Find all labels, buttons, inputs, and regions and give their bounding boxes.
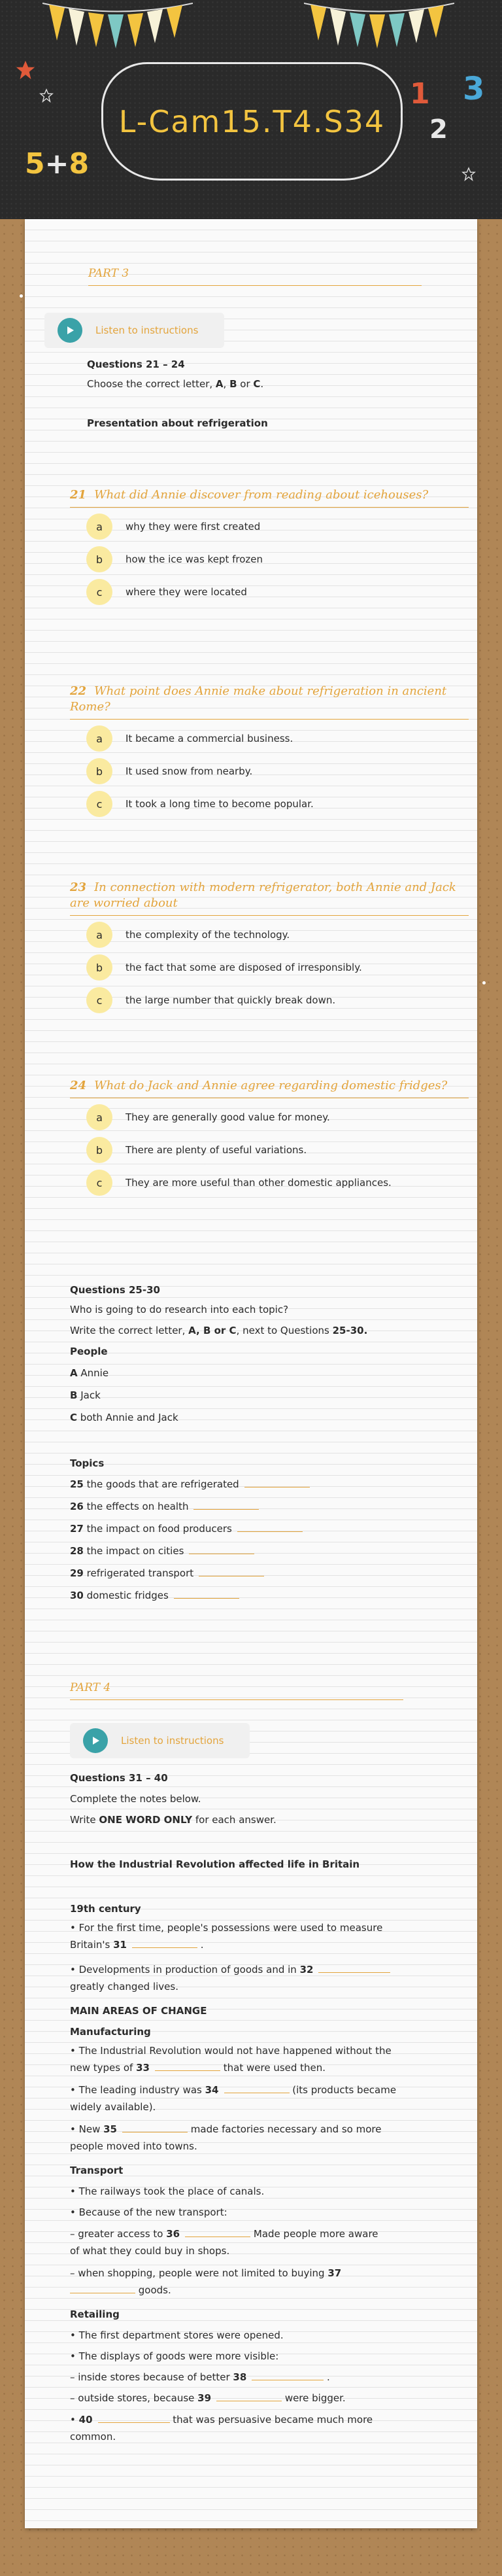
answer-blank-35[interactable] [122,2123,188,2132]
play-icon [58,318,82,343]
questions-range: Questions 21 – 24 [87,358,185,370]
topic-30: 30 domestic fridges [70,1584,469,1607]
question-23 [70,880,469,1017]
note-line: widely available). [70,2101,156,2113]
q31-40-section [70,1767,436,2445]
part3-heading: PART 3 [88,267,422,286]
note-line: Britain's 31 . [70,1939,204,1951]
doodle-five-plus-eight: 5+8 [25,147,90,181]
question-title: 21 What did Annie discover from reading about icehouses? [70,487,469,508]
note-line: – outside stores, because 39 were bigger. [70,2392,346,2404]
person-c: C both Annie and Jack [70,1412,178,1423]
manufacturing-heading: Manufacturing [70,2026,151,2038]
doodle-two: 2 [429,114,448,145]
note-line: greatly changed lives. [70,1981,178,1993]
person-b: B Jack [70,1389,101,1401]
question-title: 23 In connection with modern refrigerator, both Annie and Jack are worried about [70,880,469,916]
chalkboard-header [0,0,502,219]
note-line: new types of 33 that were used then. [70,2062,326,2074]
transport-heading: Transport [70,2165,124,2176]
note-line: – when shopping, people were not limited to buying 37 [70,2267,342,2279]
instruction: Choose the correct letter, A, B or C. [87,378,264,390]
instruction-line: Write ONE WORD ONLY for each answer. [70,1814,276,1826]
answer-blank-38[interactable] [252,2371,324,2380]
margin-dot [482,981,486,984]
note-line: • The displays of goods were more visible: [70,2350,279,2362]
question-22 [70,684,469,820]
topic-29: 29 refrigerated transport [70,1562,469,1584]
note-line: • 40 that was persuasive became much more [70,2414,373,2426]
topic-27: 27 the impact on food producers [70,1518,469,1540]
instruction-line: Complete the notes below. [70,1793,201,1805]
instruction-line: Who is going to do research into each topic? [70,1304,289,1315]
option-c[interactable]: c where they were located [70,576,469,608]
star-red-icon [14,59,37,81]
note-line: • New 35 made factories necessary and so more [70,2123,382,2135]
option-b[interactable]: b how the ice was kept frozen [70,543,469,576]
q21-24-intro [87,358,486,429]
option-a[interactable]: a the complexity of the technology. [70,918,469,951]
topic-28: 28 the impact on cities [70,1540,469,1562]
people-heading: People [70,1346,108,1357]
question-24 [70,1078,469,1199]
option-b[interactable]: b It used snow from nearby. [70,755,469,788]
main-areas-heading: MAIN AREAS OF CHANGE [70,2005,207,2017]
note-line: – greater access to 36 Made people more aware [70,2228,378,2240]
part3-listen-button[interactable] [44,313,224,348]
note-line: people moved into towns. [70,2140,197,2152]
questions-range: Questions 25-30 [70,1284,160,1296]
answer-blank-40[interactable] [98,2413,170,2423]
note-line: • For the first time, people's possessions were used to measure [70,1922,383,1934]
question-title: 24 What do Jack and Annie agree regarding domestic fridges? [70,1078,469,1098]
note-line: goods. [70,2282,436,2299]
answer-blank[interactable] [174,1589,239,1599]
instruction-line: Write the correct letter, A, B or C, next to Questions 25-30. [70,1325,368,1336]
option-b[interactable]: b There are plenty of useful variations. [70,1134,469,1166]
option-c[interactable]: c the large number that quickly break down. [70,984,469,1017]
notes-topic: How the Industrial Revolution affected life in Britain [70,1858,360,1870]
bunting-right-icon [304,0,454,52]
star-outline-icon [39,88,54,103]
answer-blank-34[interactable] [224,2083,290,2093]
option-c[interactable]: c They are more useful than other domestic appliances. [70,1166,469,1199]
listen-label: Listen to instructions [95,324,199,336]
page-title: L-Cam15.T4.S34 [118,103,386,139]
note-line: • The first department stores were opened. [70,2329,284,2341]
star-outline-icon [461,167,476,181]
answer-blank[interactable] [244,1478,310,1488]
person-a: A Annie [70,1367,109,1379]
option-b[interactable]: b the fact that some are disposed of irresponsibly. [70,951,469,984]
question-21 [70,487,469,608]
topics-heading: Topics [70,1457,105,1469]
answer-blank[interactable] [189,1544,254,1554]
answer-blank[interactable] [199,1567,264,1576]
note-line: – inside stores because of better 38 . [70,2371,330,2383]
note-line: • The leading industry was 34 (its products became [70,2084,397,2096]
answer-blank-37[interactable] [70,2284,135,2293]
note-line: • The railways took the place of canals. [70,2185,265,2197]
note-line: common. [70,2431,116,2443]
part4-heading: PART 4 [70,1681,403,1700]
answer-blank[interactable] [237,1522,303,1532]
title-frame [101,62,403,181]
note-line: • Developments in production of goods and in 32 [70,1961,436,1978]
option-a[interactable]: a why they were first created [70,510,469,543]
retailing-heading: Retailing [70,2308,120,2320]
q25-30-section [70,1281,469,1607]
answer-blank-32[interactable] [318,1963,390,1973]
listen-label: Listen to instructions [121,1735,224,1747]
bunting-left-icon [42,0,193,52]
option-a[interactable]: a They are generally good value for money. [70,1101,469,1134]
doodle-one: 1 [410,77,430,111]
answer-blank-31[interactable] [132,1938,197,1948]
margin-dot [20,294,23,298]
note-line: • Because of the new transport: [70,2206,227,2218]
answer-blank-36[interactable] [185,2227,250,2237]
c19-heading: 19th century [70,1903,141,1915]
option-c[interactable]: c It took a long time to become popular. [70,788,469,820]
doodle-three: 3 [463,71,485,107]
play-icon [83,1728,108,1753]
answer-blank-39[interactable] [216,2392,282,2401]
option-a[interactable]: a It became a commercial business. [70,722,469,755]
note-line: • The Industrial Revolution would not have happened without the [70,2045,392,2057]
part4-listen-button[interactable] [70,1723,250,1758]
question-title: 22 What point does Annie make about refrigeration in ancient Rome? [70,684,469,720]
section-topic: Presentation about refrigeration [87,417,268,429]
note-line: of what they could buy in shops. [70,2245,230,2257]
questions-range: Questions 31 – 40 [70,1772,168,1784]
answer-blank-33[interactable] [155,2061,220,2071]
answer-blank[interactable] [193,1500,259,1510]
topic-25: 25 the goods that are refrigerated [70,1473,469,1495]
topic-26: 26 the effects on health [70,1495,469,1518]
